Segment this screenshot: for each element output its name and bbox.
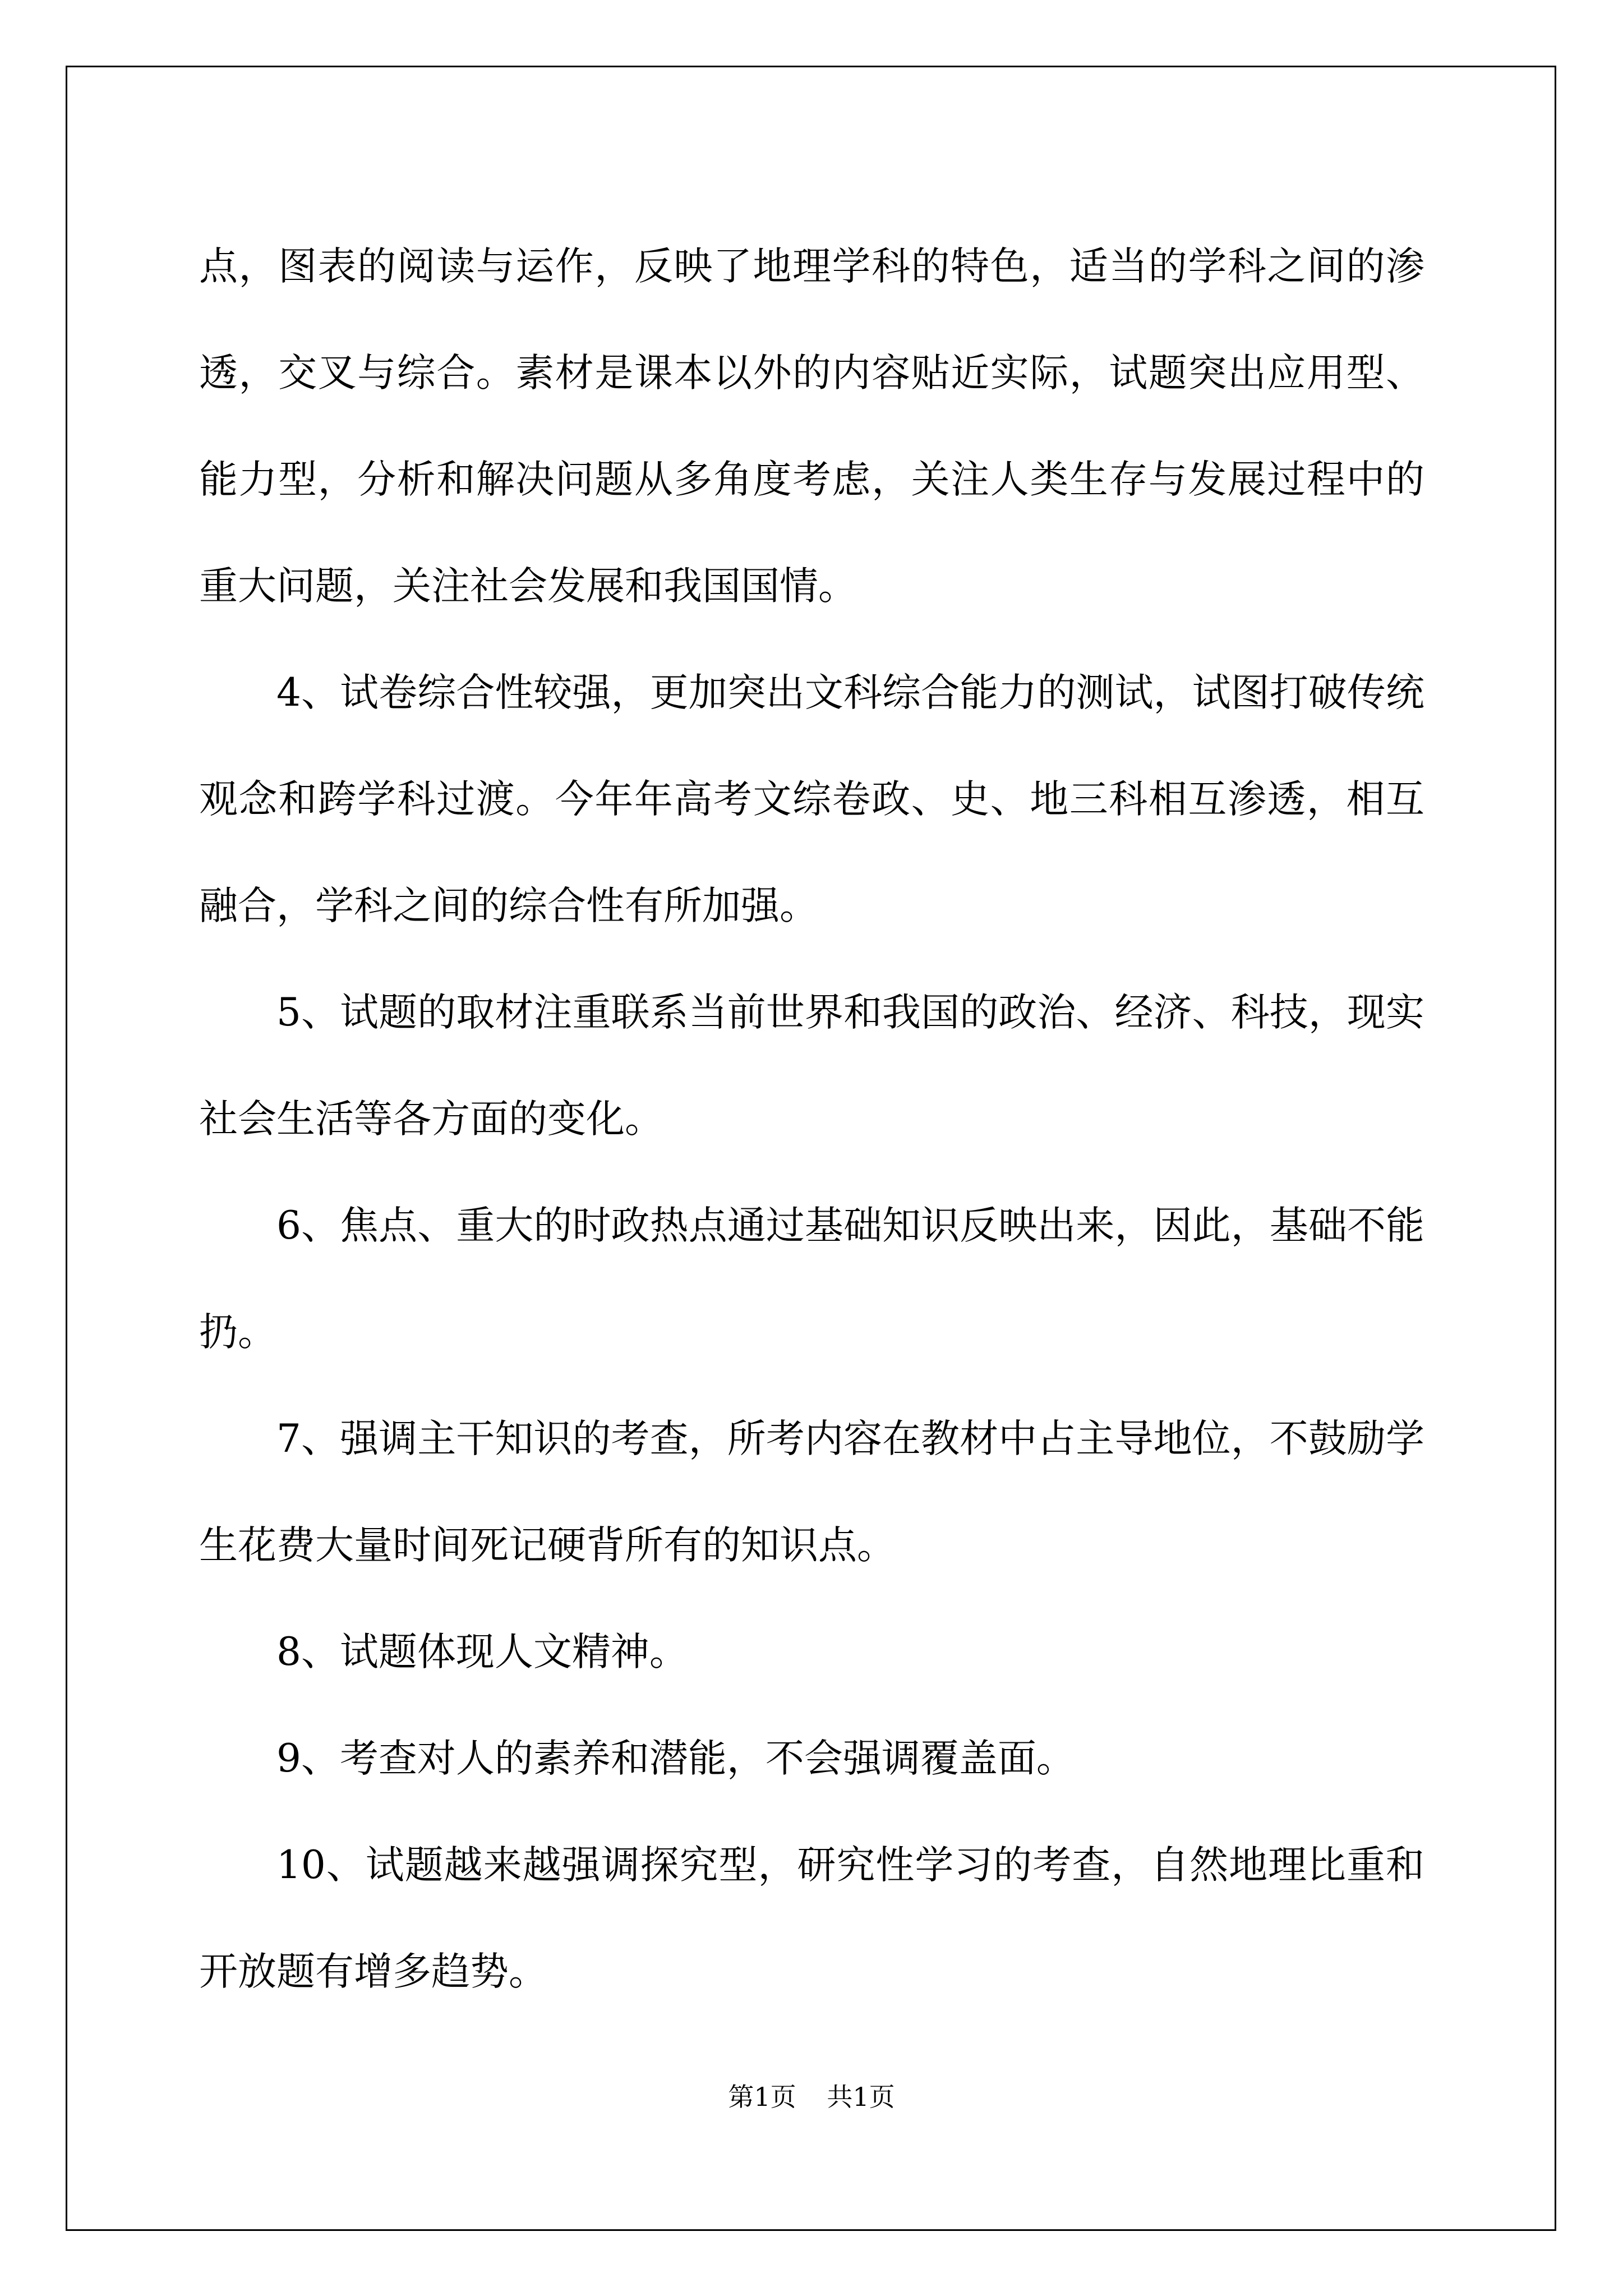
- page-number: 第1页: [728, 2082, 796, 2112]
- page-total: 共1页: [827, 2082, 895, 2112]
- page-footer: [0, 2080, 1623, 2114]
- paragraph: 7、强调主干知识的考查，所考内容在教材中占主导地位，不鼓励学生花费大量时间死记硬背所有的知识点。: [199, 1416, 1424, 1568]
- paragraph: 10、试题越来越强调探究型，研究性学习的考查，自然地理比重和开放题有增多趋势。: [199, 1843, 1424, 1994]
- paragraph: 5、试题的取材注重联系当前世界和我国的政治、经济、科技，现实社会生活等各方面的变化。: [199, 990, 1424, 1142]
- paragraph: 6、焦点、重大的时政热点通过基础知识反映出来，因此，基础不能扔。: [199, 1203, 1424, 1355]
- document-body: [199, 213, 1424, 2025]
- paragraph: 4、试卷综合性较强，更加突出文科综合能力的测试，试图打破传统观念和跨学科过渡。今年年高考文综卷政、史、地三科相互渗透，相互融合，学科之间的综合性有所加强。: [199, 670, 1424, 928]
- paragraph: 9、考查对人的素养和潜能，不会强调覆盖面。: [276, 1736, 1075, 1781]
- paragraph: 8、试题体现人文精神。: [276, 1630, 688, 1674]
- paragraph: 点，图表的阅读与运作，反映了地理学科的特色，适当的学科之间的渗透，交叉与综合。素材是课本以外的内容贴近实际，试题突出应用型、能力型，分析和解决问题从多角度考虑，关注人类生存与发展过程中的重大问题，关注社会发展和我国国情。: [199, 244, 1424, 609]
